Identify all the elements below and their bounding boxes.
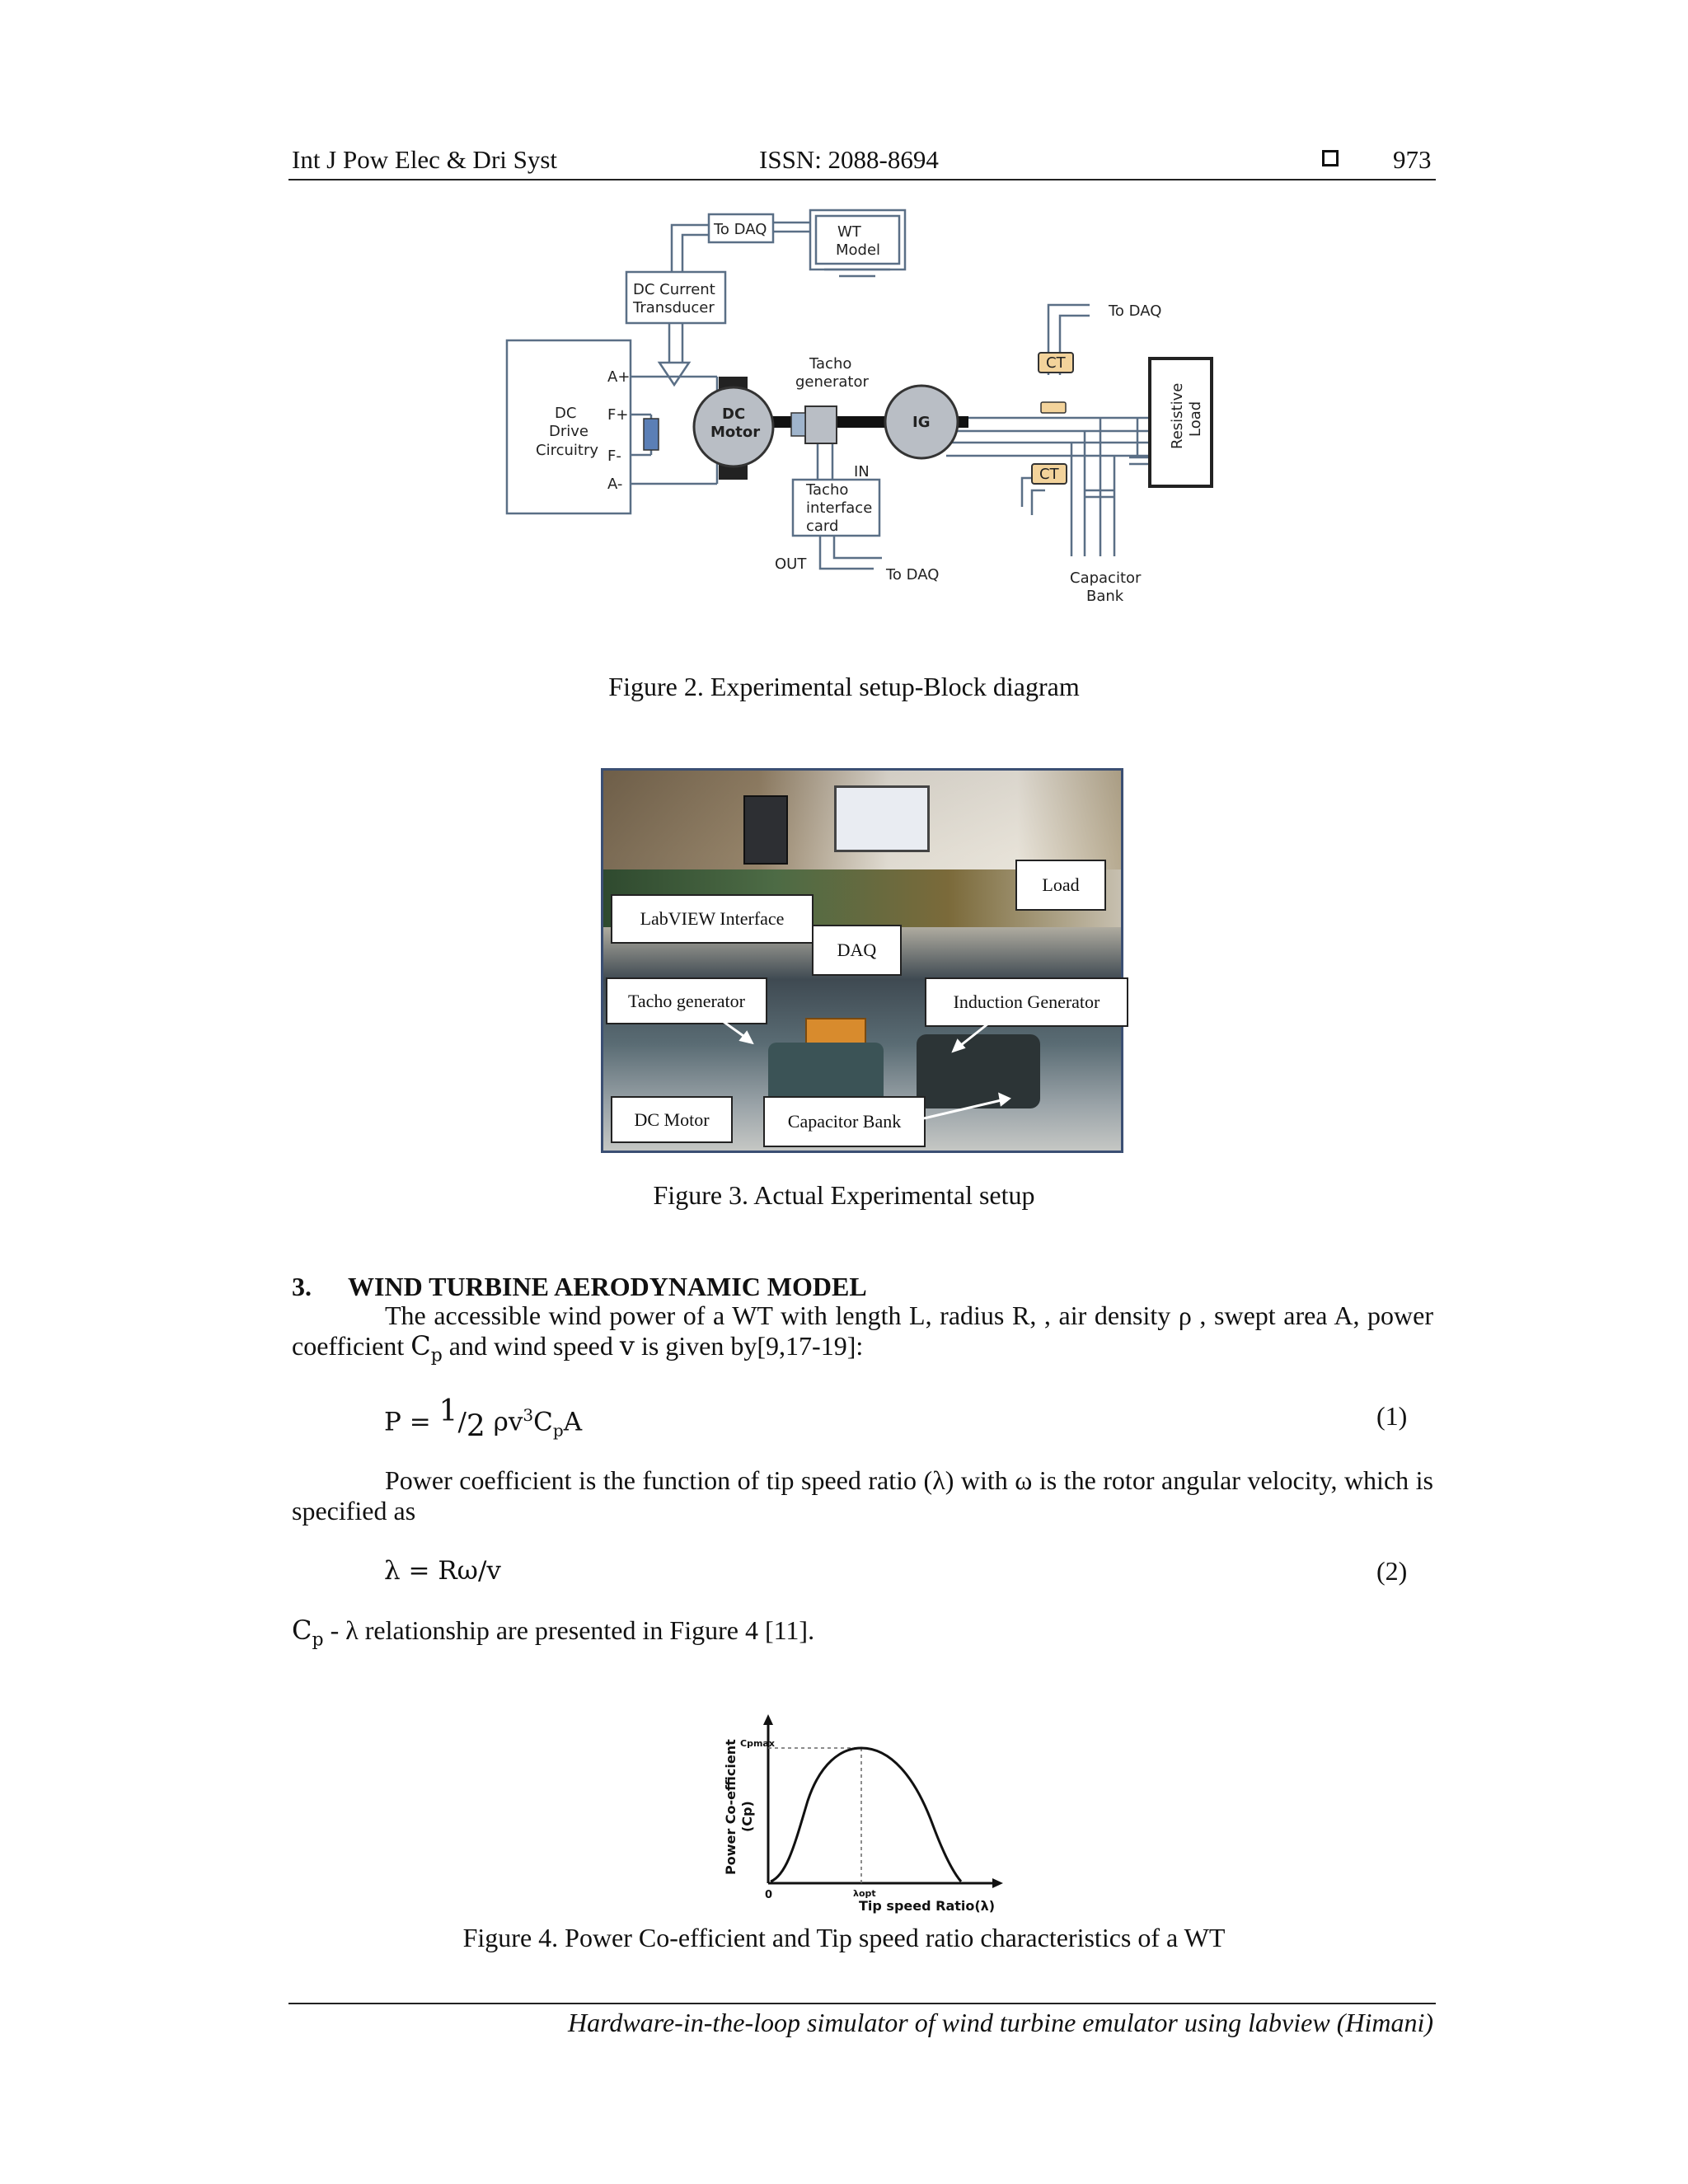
header-rule: [288, 179, 1436, 180]
chart-lambda-opt-label: λopt: [853, 1888, 876, 1899]
label-tacho-card-3: card: [806, 518, 839, 535]
label-to-daq-right: To DAQ: [1109, 302, 1162, 320]
page-number: 973: [1393, 145, 1432, 174]
label-load: Load: [1187, 401, 1204, 437]
chart-origin: 0: [765, 1889, 773, 1901]
chart-cpmax-label: Cpmax: [740, 1738, 775, 1749]
label-drive: Drive: [549, 423, 588, 440]
label-dc-current: DC Current: [633, 281, 715, 298]
y-axis-arrow: [763, 1714, 773, 1725]
label-drive-dc: DC: [555, 405, 577, 422]
label-to-daq-bottom: To DAQ: [886, 566, 940, 583]
footer-text: Hardware-in-the-loop simulator of wind turbine emulator using labview (Himani): [567, 2008, 1433, 2037]
equation-2: λ = Rω/v: [384, 1556, 501, 1586]
journal-name: Int J Pow Elec & Dri Syst: [292, 145, 558, 174]
label-tacho: Tacho: [809, 355, 852, 373]
chart-y-label-1: Power Co-efficient: [723, 1739, 738, 1875]
label-ct-top: CT: [1046, 354, 1066, 372]
label-ct-bottom: CT: [1039, 466, 1059, 483]
para1-line1: The accessible wind power of a WT with length L, radius R, , air density ρ , swept area A, power: [385, 1301, 1433, 1330]
label-capacitor: Capacitor: [1070, 569, 1142, 587]
photo-arrows: [601, 768, 1118, 1148]
para1-line2: coefficient $C_p$ and wind speed v is given by[9,17-19]:: [292, 1330, 864, 1366]
label-model: Model: [836, 241, 881, 259]
photo-label-induction: Induction Generator: [925, 977, 1128, 1027]
para2-line1: Power coefficient is the function of tip speed ratio (λ) with ω is the rotor angular velocity, which is: [385, 1465, 1433, 1495]
footer-rule: [288, 2003, 1436, 2004]
label-a-plus: A+: [607, 368, 631, 386]
square-icon: [1322, 150, 1339, 166]
label-f-plus: F+: [607, 406, 629, 424]
photo-label-dc-motor: DC Motor: [611, 1096, 733, 1143]
section-title: WIND TURBINE AERODYNAMIC MODEL: [348, 1272, 867, 1301]
label-tacho-card-1: Tacho: [806, 481, 849, 499]
photo-label-capacitor-bank: Capacitor Bank: [763, 1096, 926, 1147]
equation-1: $P = ^1/_2$ $\rho v^3C_pA$: [384, 1394, 583, 1444]
photo-label-load: Load: [1015, 860, 1106, 911]
para2-line2: specified as: [292, 1496, 416, 1526]
photo-label-labview: LabVIEW Interface: [611, 894, 814, 944]
label-motor: Motor: [710, 424, 761, 441]
label-ig: IG: [912, 414, 931, 431]
photo-label-tacho: Tacho generator: [606, 977, 767, 1024]
equation-2-number: (2): [1376, 1556, 1408, 1586]
issn: ISSN: 2088-8694: [759, 145, 939, 174]
label-motor-dc: DC: [722, 405, 746, 423]
figure3-caption: Figure 3. Actual Experimental setup: [653, 1180, 1035, 1210]
label-wt: WT: [837, 223, 861, 241]
block-diagram: [495, 202, 1220, 614]
label-f-minus: F-: [607, 448, 621, 465]
label-generator: generator: [795, 373, 869, 391]
label-circuitry: Circuitry: [536, 442, 598, 459]
label-out: OUT: [775, 555, 807, 573]
para3: $C_p$ - λ relationship are presented in Figure 4 [11].: [292, 1615, 815, 1651]
figure2-caption: Figure 2. Experimental setup-Block diagram: [608, 672, 1080, 701]
section-number: 3.: [292, 1272, 312, 1301]
label-in: IN: [854, 463, 870, 480]
x-axis-arrow: [992, 1878, 1003, 1888]
figure4-caption: Figure 4. Power Co-efficient and Tip speed ratio characteristics of a WT: [462, 1923, 1226, 1952]
photo-label-daq: DAQ: [812, 925, 902, 976]
chart-x-label: Tip speed Ratio(λ): [859, 1898, 996, 1914]
label-to-daq-top: To DAQ: [714, 221, 767, 238]
label-a-minus: A-: [607, 476, 623, 493]
cp-curve: [771, 1748, 961, 1882]
equation-1-number: (1): [1376, 1401, 1408, 1431]
chart-y-label-2: (Cp): [739, 1801, 755, 1832]
label-transducer: Transducer: [633, 299, 715, 316]
label-bank: Bank: [1086, 588, 1124, 605]
label-resistive: Resistive: [1169, 382, 1186, 449]
cp-lambda-chart: [717, 1710, 1014, 1916]
label-tacho-card-2: interface: [806, 499, 873, 517]
